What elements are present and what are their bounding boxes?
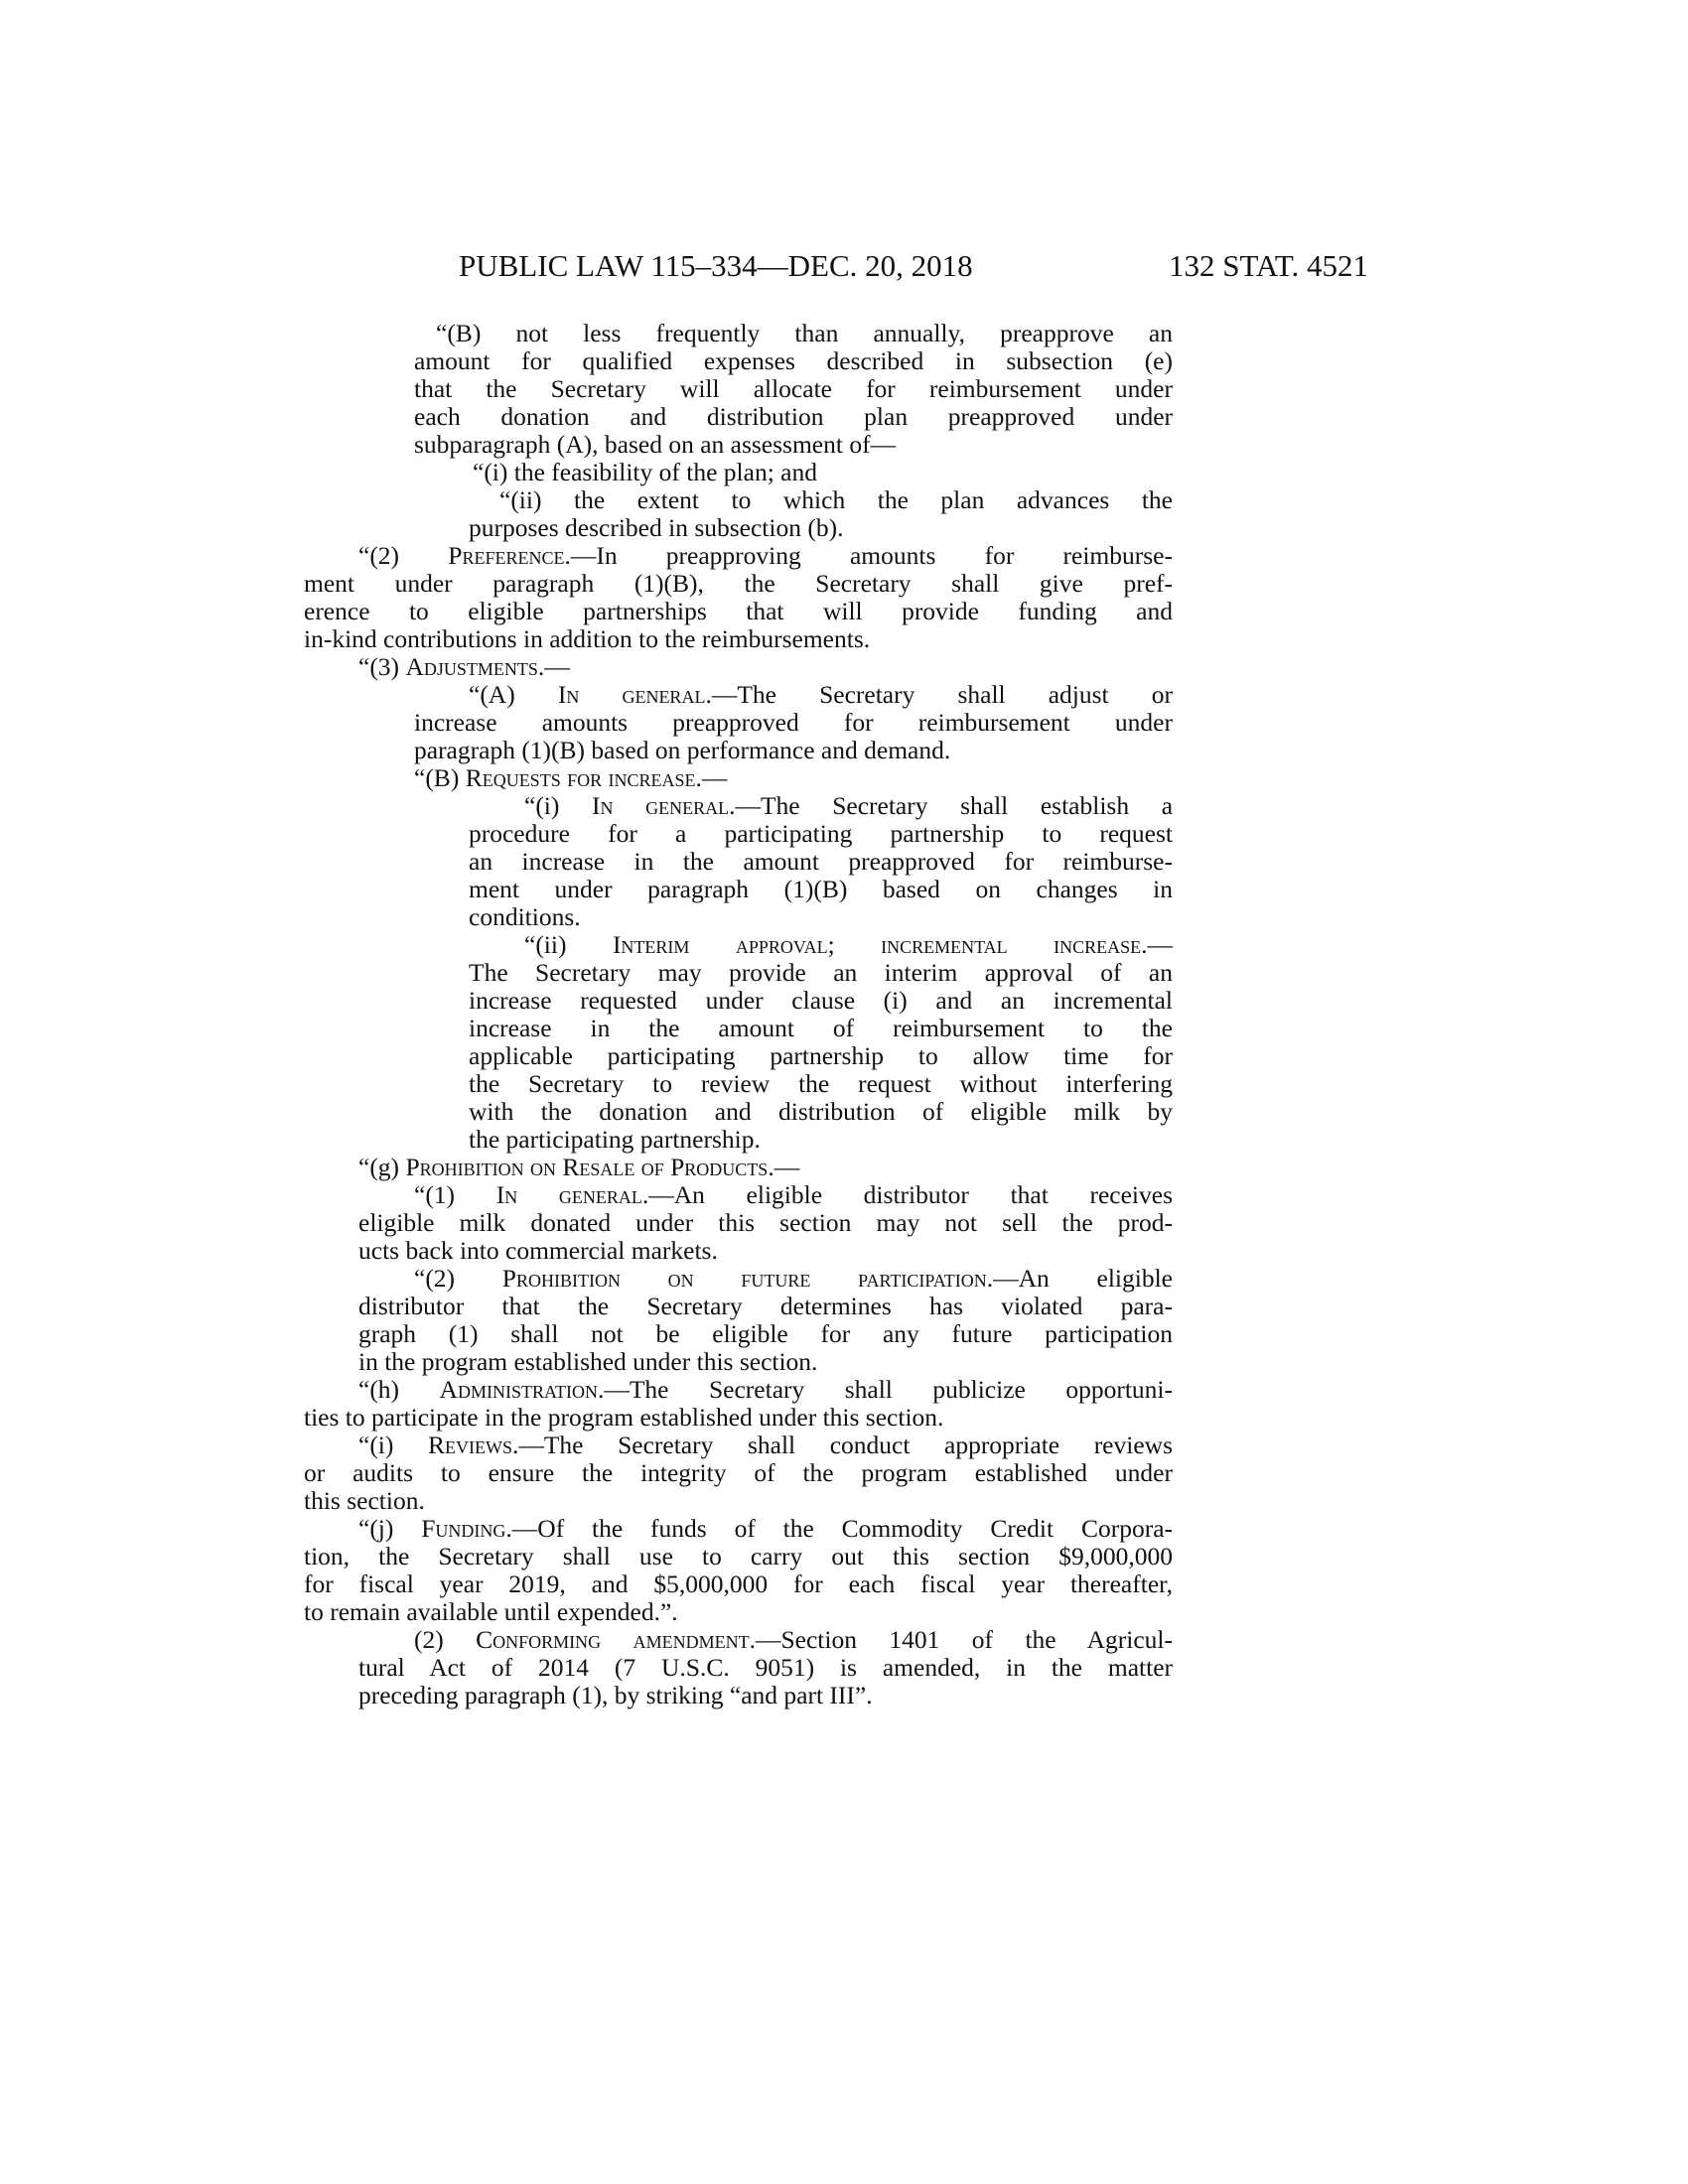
running-header-title: PUBLIC LAW 115–334—DEC. 20, 2018: [459, 248, 973, 283]
text-line: [358, 1515, 1173, 1543]
text-line: [469, 903, 1173, 931]
paragraph: [0, 1432, 1688, 1515]
text-line: [358, 653, 1173, 681]
line-text: The Secretary may provide an interim approval of an: [469, 958, 1173, 987]
line-text: tural Act of 2014 (7 U.S.C. 9051) is amended, in the matter: [358, 1653, 1173, 1682]
line-text: .—The Secretary shall publicize opportuni-: [597, 1375, 1173, 1404]
line-text: an increase in the amount preapproved for reimburse-: [469, 847, 1173, 876]
text-line: [469, 820, 1173, 848]
paragraph-heading: Funding: [421, 1514, 506, 1543]
line-text: tion, the Secretary shall use to carry out this section $9,000,000: [304, 1542, 1173, 1570]
text-line: [469, 876, 1173, 903]
text-line: [469, 848, 1173, 876]
text-line: [358, 1320, 1173, 1348]
line-text: in the program established under this section.: [358, 1347, 818, 1376]
line-text: the feasibility of the plan; and: [513, 458, 817, 486]
paragraph: [0, 681, 1688, 764]
text-line: [358, 1432, 1173, 1459]
text-line: [524, 792, 1173, 820]
line-text: conditions.: [469, 902, 581, 931]
text-line: [414, 1265, 1173, 1293]
paragraph-label: “(1): [414, 1180, 496, 1209]
text-line: [358, 1237, 1173, 1265]
line-text: ties to participate in the program established under this section.: [304, 1403, 944, 1432]
line-text: eligible milk donated under this section may not sell the prod-: [358, 1208, 1173, 1237]
paragraph: [0, 1265, 1688, 1376]
text-line: [469, 1042, 1173, 1070]
line-text: subparagraph (A), based on an assessment of—: [414, 430, 897, 459]
line-text: ment under paragraph (1)(B) based on changes in: [469, 875, 1173, 903]
paragraph-label: “(B): [436, 319, 516, 347]
paragraph-heading: Conforming amendment: [476, 1625, 750, 1654]
paragraph: [0, 320, 1688, 459]
paragraph-heading: Interim approval; incremental increase: [612, 930, 1142, 959]
paragraph-label: “(ii): [524, 930, 613, 959]
line-text: purposes described in subsection (b).: [469, 513, 844, 542]
line-text: to remain available until expended.”.: [304, 1597, 678, 1626]
text-line: [469, 514, 1173, 542]
line-text: .—: [537, 652, 570, 681]
line-text: increase requested under clause (i) and an incremental: [469, 986, 1173, 1015]
paragraph-heading: Requests for increase: [465, 763, 696, 792]
line-text: distributor that the Secretary determines has violated para-: [358, 1292, 1173, 1320]
paragraph-heading: In general: [592, 791, 730, 820]
text-line: [304, 1598, 1173, 1626]
text-line: [304, 570, 1173, 598]
line-text: .—: [1141, 930, 1173, 959]
text-line: [358, 542, 1173, 570]
paragraph-heading: In general: [495, 1180, 642, 1209]
text-line: [414, 403, 1173, 431]
text-line: [473, 459, 1173, 486]
text-line: [304, 625, 1173, 653]
text-line: [469, 959, 1173, 987]
line-text: the participating partnership.: [469, 1125, 761, 1154]
line-text: .—: [695, 763, 728, 792]
line-text: applicable participating partnership to allow time for: [469, 1041, 1173, 1070]
paragraph-label: “(i): [358, 1431, 428, 1459]
page-number: 132 STAT. 4521: [1168, 248, 1368, 283]
text-line: [499, 486, 1173, 514]
paragraph: [0, 1626, 1688, 1709]
text-line: [414, 431, 1173, 459]
paragraph: [0, 931, 1688, 1154]
paragraph-heading: Prohibition on future participation: [501, 1264, 987, 1293]
line-text: the extent to which the plan advances the: [574, 485, 1173, 514]
line-text: this section.: [304, 1486, 425, 1515]
paragraph: [0, 1181, 1688, 1265]
text-line: [358, 1348, 1173, 1376]
line-text: graph (1) shall not be eligible for any future participation: [358, 1319, 1173, 1348]
line-text: .—The Secretary shall establish a: [729, 791, 1174, 820]
text-line: [358, 1154, 1173, 1181]
text-line: [436, 320, 1173, 347]
line-text: amount for qualified expenses described in subsection (e): [414, 346, 1173, 375]
line-text: .—In preapproving amounts for reimburse-: [564, 541, 1173, 570]
paragraph: [0, 486, 1688, 542]
paragraph-heading: Reviews: [427, 1431, 512, 1459]
line-text: ucts back into commercial markets.: [358, 1236, 718, 1265]
line-text: in-kind contributions in addition to the reimbursements.: [304, 624, 871, 653]
line-text: .—Of the funds of the Commodity Credit Corpora-: [505, 1514, 1173, 1543]
line-text: for fiscal year 2019, and $5,000,000 for each fiscal year thereafter,: [304, 1570, 1173, 1598]
text-line: [469, 1015, 1173, 1042]
line-text: .—The Secretary shall conduct appropriate reviews: [511, 1431, 1173, 1459]
paragraph: [0, 764, 1688, 792]
text-line: [304, 1404, 1173, 1432]
line-text: or audits to ensure the integrity of the program established under: [304, 1458, 1173, 1487]
paragraph-label: “(2): [414, 1264, 502, 1293]
text-line: [469, 1098, 1173, 1126]
text-line: [469, 987, 1173, 1015]
line-text: each donation and distribution plan preapproved under: [414, 402, 1173, 431]
paragraph: [0, 1154, 1688, 1181]
line-text: .—An eligible distributor that receives: [641, 1180, 1173, 1209]
paragraph: [0, 542, 1688, 653]
text-line: [469, 681, 1173, 709]
paragraph-label: (2): [414, 1625, 477, 1654]
paragraph: [0, 653, 1688, 681]
paragraph: [0, 792, 1688, 931]
line-text: the Secretary to review the request without interfering: [469, 1069, 1173, 1098]
text-line: [358, 1293, 1173, 1320]
text-line: [304, 1487, 1173, 1515]
text-line: [304, 598, 1173, 625]
text-line: [414, 1181, 1173, 1209]
line-text: increase amounts preapproved for reimbursement under: [414, 708, 1173, 737]
paragraph-label: “(h): [358, 1375, 440, 1404]
paragraph: [0, 1515, 1688, 1626]
paragraph-label: “(g): [358, 1153, 406, 1181]
line-text: that the Secretary will allocate for reimbursement under: [414, 374, 1173, 403]
text-line: [358, 1376, 1173, 1404]
paragraph-label: “(i): [524, 791, 592, 820]
paragraph-label: “(B): [414, 763, 466, 792]
paragraph-label: “(ii): [499, 485, 575, 514]
line-text: not less frequently than annually, preapprove an: [515, 319, 1173, 347]
paragraph-label: “(2): [358, 541, 449, 570]
text-line: [304, 1459, 1173, 1487]
paragraph-heading: In general: [557, 680, 706, 709]
paragraph: [0, 1376, 1688, 1432]
text-line: [469, 1126, 1173, 1154]
text-line: [414, 1626, 1173, 1654]
line-text: preceding paragraph (1), by striking “and part III”.: [358, 1681, 873, 1709]
paragraph-heading: Administration: [439, 1375, 598, 1404]
text-line: [304, 1543, 1173, 1570]
text-line: [414, 347, 1173, 375]
text-line: [469, 1070, 1173, 1098]
paragraph-heading: Preference: [448, 541, 565, 570]
line-text: .—: [768, 1153, 800, 1181]
paragraph: [0, 459, 1688, 486]
line-text: increase in the amount of reimbursement to the: [469, 1014, 1173, 1042]
paragraph-label: “(j): [358, 1514, 422, 1543]
line-text: erence to eligible partnerships that will provide funding and: [304, 597, 1173, 625]
text-line: [524, 931, 1173, 959]
text-line: [304, 1570, 1173, 1598]
paragraph-label: “(i): [473, 458, 514, 486]
text-line: [358, 1654, 1173, 1682]
text-line: [414, 375, 1173, 403]
text-line: [358, 1682, 1173, 1709]
text-line: [358, 1209, 1173, 1237]
document-body: [0, 320, 1688, 1709]
line-text: .—Section 1401 of the Agricul-: [749, 1625, 1173, 1654]
text-line: [414, 737, 1173, 764]
paragraph-label: “(3): [358, 652, 406, 681]
text-line: [414, 709, 1173, 737]
line-text: paragraph (1)(B) based on performance and demand.: [414, 736, 951, 764]
line-text: .—An eligible: [986, 1264, 1173, 1293]
line-text: procedure for a participating partnership to request: [469, 819, 1173, 848]
line-text: .—The Secretary shall adjust or: [705, 680, 1174, 709]
text-line: [414, 764, 1173, 792]
paragraph-heading: Adjustments: [405, 652, 538, 681]
paragraph-heading: Prohibition on Resale of Products: [405, 1153, 769, 1181]
paragraph-label: “(A): [469, 680, 558, 709]
line-text: with the donation and distribution of eligible milk by: [469, 1097, 1173, 1126]
line-text: ment under paragraph (1)(B), the Secretary shall give pref-: [304, 569, 1173, 598]
